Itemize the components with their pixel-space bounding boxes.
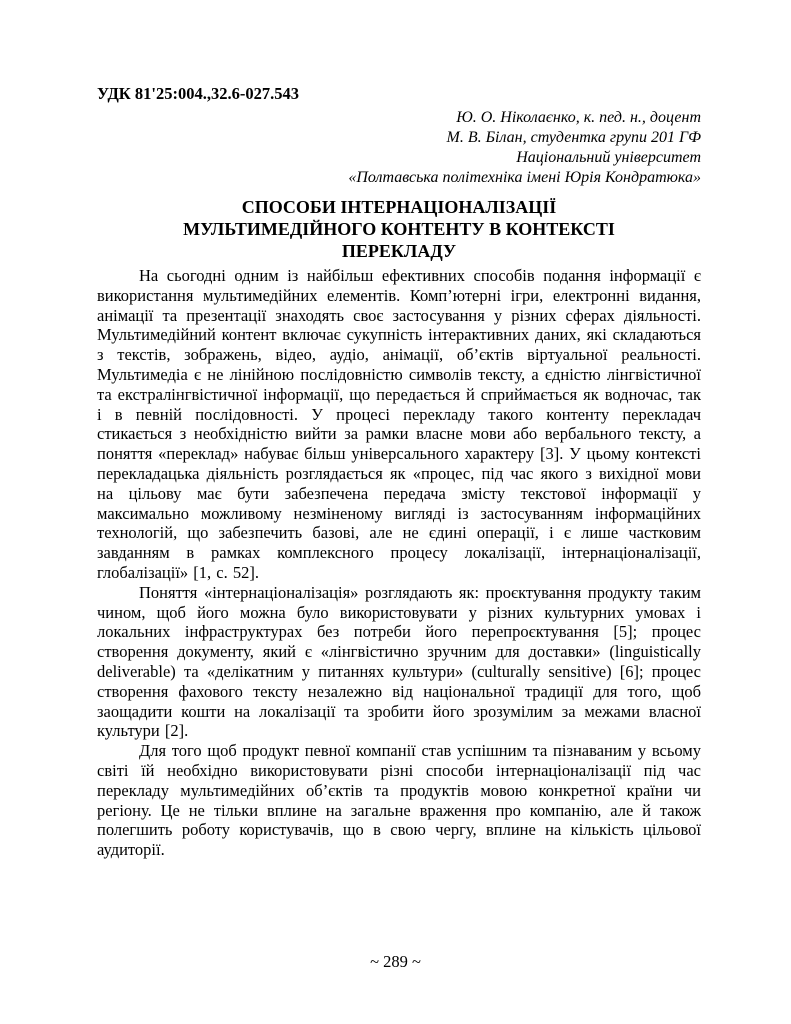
paragraph-2: Поняття «інтернаціоналізація» розглядають як: проєктування продукту таким чином, щоб його можна було використовувати у різних культурних умовах і локальних інфраструктурах без потреби його перепроєктування [5]; процес створення документу, який є «лінгвістично зручним для доставки» (linguistically deliverable) та «делікатним у питаннях культури» (culturally sensitive) [6]; процес створення фахового тексту незалежно від національної традиції для того, щоб заощадити кошти на локалізації та зробити його зрозумілим за межами власної культури [2]. (97, 582, 701, 741)
page-number: ~ 289 ~ (370, 952, 421, 971)
author-line-1: Ю. О. Ніколаєнко, к. пед. н., доцент (456, 109, 701, 126)
author-line-3: Національний університет (516, 149, 701, 166)
article-body (97, 266, 701, 860)
udc-code: УДК 81'25:004.,32.6-027.543 (97, 84, 299, 103)
paragraph-1: На сьогодні одним із найбільш ефективних способів подання інформації є використання мультимедійних елементів. Комп’ютерні ігри, електронні видання, анімації та презентації знаходять своє застосування у різних сферах діяльності. Мультимедійний контент включає сукупність інтерактивних даних, які складаються з текстів, зображень, відео, аудіо, анімації, об’єктів віртуальної реальності. Мультимедіа є не лінійною послідовністю символів тексту, а єдністю лінгвістичної та екстралінгвістичної інформації, що передається й сприймається як водночас, так і в певній послідовності. У процесі перекладу такого контенту перекладач стикається з необхідністю вийти за рамки власне мови або вербального тексту, а поняття «переклад» набуває більш універсального характеру [3]. У цьому контексті перекладацька діяльність розглядається як «процес, під час якого з вихідної мови на цільову має бути забезпечена передача змісту текстової інформації у максимально можливому незміненому вигляді із застосуванням інформаційних технологій, що забезпечить базові, але не єдині операції, і є лише частковим завданням в рамках комплексного процесу локалізації, інтернаціоналізації, глобалізації» [1, с. 52]. (97, 266, 701, 582)
author-block (97, 108, 701, 188)
article-title: СПОСОБИ ІНТЕРНАЦІОНАЛІЗАЦІЇ МУЛЬТИМЕДІЙНОГО КОНТЕНТУ В КОНТЕКСТІ ПЕРЕКЛАДУ (183, 197, 615, 261)
author-line-2: М. В. Білан, студентка групи 201 ГФ (446, 129, 701, 146)
paragraph-3: Для того щоб продукт певної компанії став успішним та пізнаваним у всьому світі їй необхідно використовувати різні способи інтернаціоналізації під час перекладу мультимедійних об’єктів та продуктів мовою конкретної країни чи регіону. Це не тільки вплине на загальне враження про компанію, але й також полегшить роботу користувачів, що в свою чергу, вплине на кількість цільової аудиторії. (97, 741, 701, 860)
author-line-4: «Полтавська політехніка імені Юрія Кондратюка» (348, 169, 701, 186)
